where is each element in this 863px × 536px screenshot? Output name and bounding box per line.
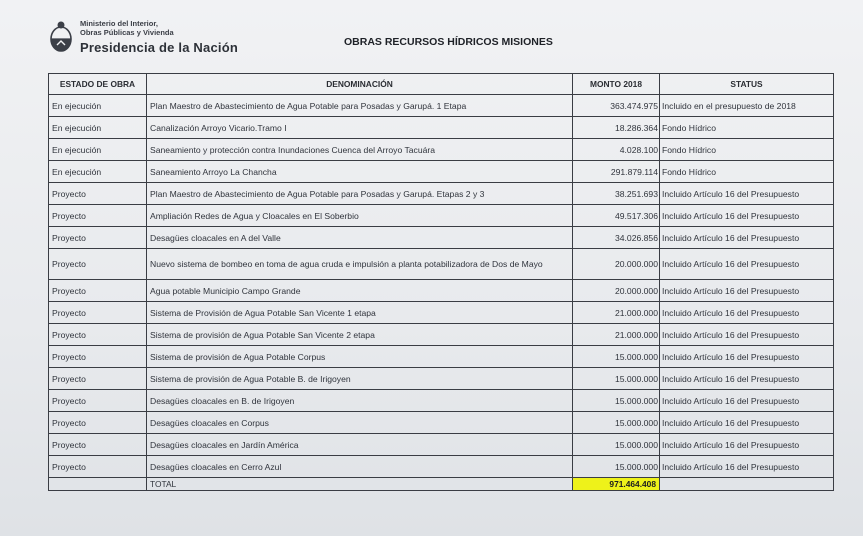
status-cell: Incluido Artículo 16 del Presupuesto (660, 205, 834, 227)
estado-cell: Proyecto (49, 205, 147, 227)
estado-cell: En ejecución (49, 95, 147, 117)
denominacion-cell: Desagües cloacales en Jardín América (147, 434, 573, 456)
table-row (49, 368, 834, 390)
monto-cell: 38.251.693 (573, 183, 660, 205)
estado-cell: En ejecución (49, 117, 147, 139)
estado-cell: En ejecución (49, 161, 147, 183)
monto-cell: 291.879.114 (573, 161, 660, 183)
table-row (49, 161, 834, 183)
total-amount: 971.464.408 (573, 478, 660, 491)
estado-cell: Proyecto (49, 434, 147, 456)
column-header-denominacion: DENOMINACIÓN (147, 74, 573, 95)
estado-cell: Proyecto (49, 412, 147, 434)
estado-cell: Proyecto (49, 368, 147, 390)
table-row (49, 205, 834, 227)
estado-cell: Proyecto (49, 346, 147, 368)
monto-cell: 49.517.306 (573, 205, 660, 227)
estado-cell: Proyecto (49, 390, 147, 412)
denominacion-cell: Saneamiento y protección contra Inundaciones Cuenca del Arroyo Tacuára (147, 139, 573, 161)
monto-cell: 20.000.000 (573, 249, 660, 280)
table-row (49, 324, 834, 346)
denominacion-cell: Ampliación Redes de Agua y Cloacales en El Soberbio (147, 205, 573, 227)
table-row (49, 249, 834, 280)
estado-cell: Proyecto (49, 280, 147, 302)
denominacion-cell: Sistema de provisión de Agua Potable B. de Irigoyen (147, 368, 573, 390)
monto-cell: 363.474.975 (573, 95, 660, 117)
column-header-estado: ESTADO DE OBRA (49, 74, 147, 95)
table-row (49, 117, 834, 139)
table-header-row (49, 74, 834, 95)
ministry-line1: Ministerio del Interior, (80, 19, 158, 28)
works-table (48, 73, 834, 491)
table-row (49, 456, 834, 478)
status-cell: Fondo Hídrico (660, 117, 834, 139)
denominacion-cell: Desagües cloacales en A del Valle (147, 227, 573, 249)
table-row (49, 139, 834, 161)
table-row (49, 183, 834, 205)
estado-cell: En ejecución (49, 139, 147, 161)
status-cell: Incluido Artículo 16 del Presupuesto (660, 227, 834, 249)
status-cell: Incluido Artículo 16 del Presupuesto (660, 412, 834, 434)
estado-cell: Proyecto (49, 227, 147, 249)
estado-cell: Proyecto (49, 183, 147, 205)
table-row (49, 227, 834, 249)
status-cell: Incluido Artículo 16 del Presupuesto (660, 434, 834, 456)
estado-cell: Proyecto (49, 302, 147, 324)
estado-cell: Proyecto (49, 456, 147, 478)
status-cell: Incluido en el presupuesto de 2018 (660, 95, 834, 117)
monto-cell: 15.000.000 (573, 456, 660, 478)
monto-cell: 4.028.100 (573, 139, 660, 161)
table-row (49, 346, 834, 368)
document-title: OBRAS RECURSOS HÍDRICOS MISIONES (344, 36, 553, 48)
monto-cell: 15.000.000 (573, 346, 660, 368)
total-label: TOTAL (147, 478, 573, 491)
ministry-name (80, 20, 174, 37)
monto-cell: 15.000.000 (573, 368, 660, 390)
status-cell: Fondo Hídrico (660, 161, 834, 183)
status-cell: Incluido Artículo 16 del Presupuesto (660, 280, 834, 302)
total-empty-cell (49, 478, 147, 491)
status-cell: Incluido Artículo 16 del Presupuesto (660, 368, 834, 390)
monto-cell: 20.000.000 (573, 280, 660, 302)
monto-cell: 21.000.000 (573, 302, 660, 324)
denominacion-cell: Plan Maestro de Abastecimiento de Agua Potable para Posadas y Garupá. Etapas 2 y 3 (147, 183, 573, 205)
status-cell: Incluido Artículo 16 del Presupuesto (660, 324, 834, 346)
status-cell: Incluido Artículo 16 del Presupuesto (660, 183, 834, 205)
monto-cell: 15.000.000 (573, 390, 660, 412)
table-row (49, 434, 834, 456)
table-row (49, 302, 834, 324)
status-cell: Fondo Hídrico (660, 139, 834, 161)
presidencia-name: Presidencia de la Nación (80, 40, 238, 55)
table-row (49, 412, 834, 434)
monto-cell: 15.000.000 (573, 412, 660, 434)
denominacion-cell: Sistema de Provisión de Agua Potable San Vicente 1 etapa (147, 302, 573, 324)
denominacion-cell: Agua potable Municipio Campo Grande (147, 280, 573, 302)
total-status-empty-cell (660, 478, 834, 491)
column-header-monto: MONTO 2018 (573, 74, 660, 95)
table-row (49, 95, 834, 117)
denominacion-cell: Desagües cloacales en Cerro Azul (147, 456, 573, 478)
monto-cell: 34.026.856 (573, 227, 660, 249)
denominacion-cell: Desagües cloacales en B. de Irigoyen (147, 390, 573, 412)
estado-cell: Proyecto (49, 324, 147, 346)
monto-cell: 21.000.000 (573, 324, 660, 346)
document-header (48, 18, 848, 62)
status-cell: Incluido Artículo 16 del Presupuesto (660, 249, 834, 280)
denominacion-cell: Sistema de provisión de Agua Potable Corpus (147, 346, 573, 368)
status-cell: Incluido Artículo 16 del Presupuesto (660, 346, 834, 368)
table-row (49, 280, 834, 302)
denominacion-cell: Plan Maestro de Abastecimiento de Agua Potable para Posadas y Garupá. 1 Etapa (147, 95, 573, 117)
denominacion-cell: Desagües cloacales en Corpus (147, 412, 573, 434)
denominacion-cell: Saneamiento Arroyo La Chancha (147, 161, 573, 183)
table-body (49, 95, 834, 491)
denominacion-cell: Canalización Arroyo Vicario.Tramo I (147, 117, 573, 139)
denominacion-cell: Sistema de provisión de Agua Potable San Vicente 2 etapa (147, 324, 573, 346)
ministry-line2: Obras Públicas y Vivienda (80, 27, 174, 37)
status-cell: Incluido Artículo 16 del Presupuesto (660, 390, 834, 412)
total-row (49, 478, 834, 491)
monto-cell: 15.000.000 (573, 434, 660, 456)
national-seal-icon (48, 20, 74, 54)
denominacion-cell: Nuevo sistema de bombeo en toma de agua cruda e impulsión a planta potabilizadora de Dos de Mayo (147, 249, 573, 280)
column-header-status: STATUS (660, 74, 834, 95)
status-cell: Incluido Artículo 16 del Presupuesto (660, 456, 834, 478)
estado-cell: Proyecto (49, 249, 147, 280)
table-row (49, 390, 834, 412)
monto-cell: 18.286.364 (573, 117, 660, 139)
status-cell: Incluido Artículo 16 del Presupuesto (660, 302, 834, 324)
